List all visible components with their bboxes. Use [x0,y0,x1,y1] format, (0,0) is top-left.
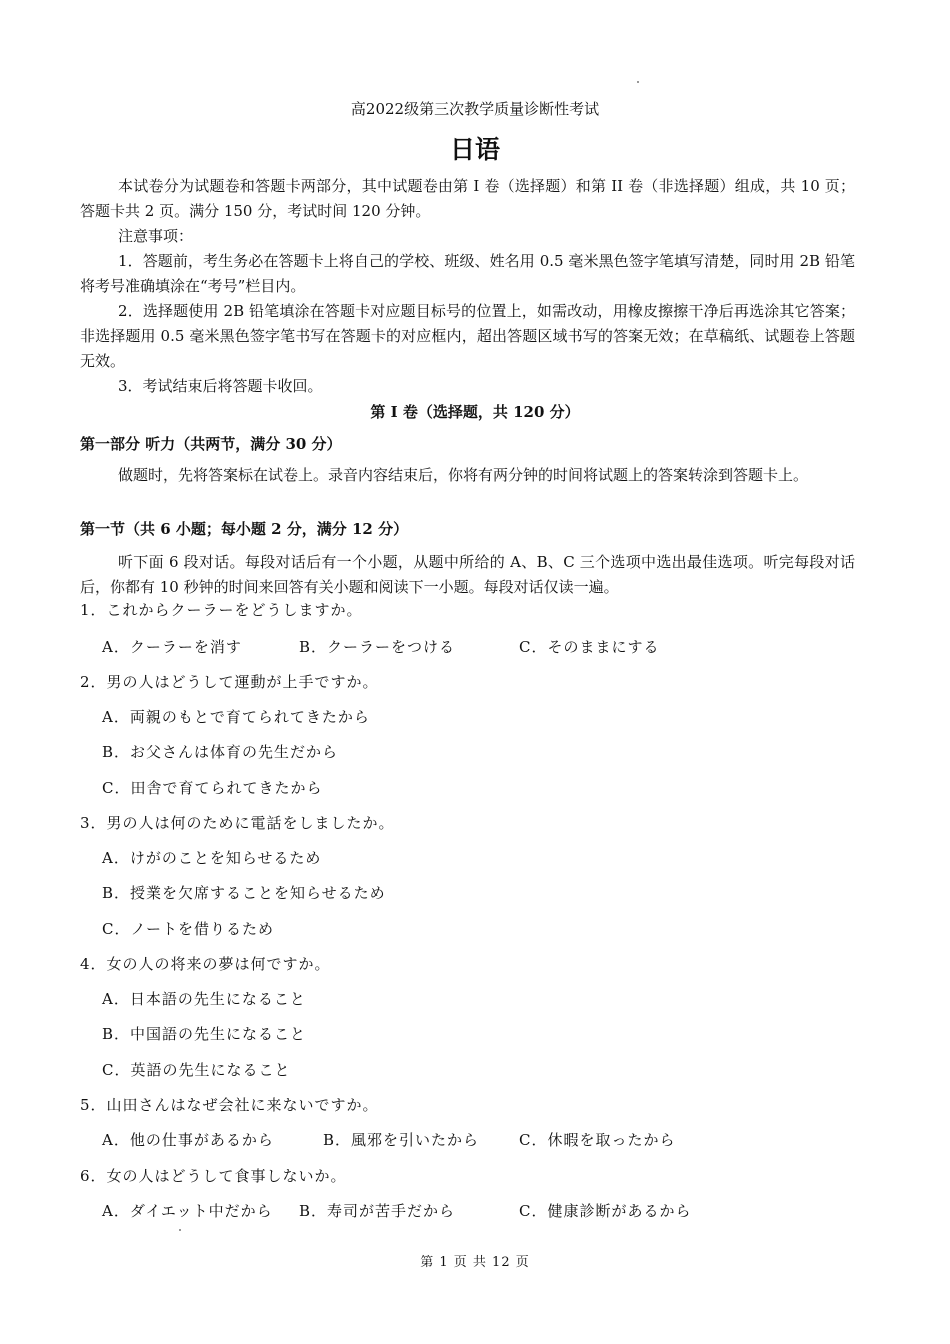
question-3-option-a: A．けがのことを知らせるため [102,849,322,867]
question-2-option-a: A．両親のもとで育てられてきたから [102,708,370,726]
notes-title: 注意事项： [118,227,194,245]
intro-paragraph: 本试卷分为试题卷和答题卡两部分，其中试题卷由第 I 卷（选择题）和第 II 卷（非选择题）组成，共 10 页；答题卡共 2 页。满分 150 分，考试时间 120 分钟。 [80,177,855,220]
question-1-option-b: B．クーラーをつける [299,638,456,656]
question-4-option-a: A．日本語の先生になること [102,990,306,1008]
volume-1-title: 第 I 卷（选择题，共 120 分） [370,403,580,421]
question-4-option-b: B．中国語の先生になること [102,1025,307,1043]
question-4-stem: 4．女の人の将来の夢は何ですか。 [80,955,331,973]
question-5-option-b: B．風邪を引いたから [323,1131,480,1149]
question-1-option-c: C．そのままにする [519,638,660,656]
question-6-option-b: B．寿司が苦手だから [299,1202,456,1220]
note-3: 3．考试结束后将答题卡收回。 [118,377,323,395]
page-number-footer: 第 1 页 共 12 页 [420,1255,530,1270]
subject-title: 日语 [449,135,500,164]
question-2-option-b: B．お父さんは体育の先生だから [102,743,339,761]
question-6-option-a: A．ダイエット中だから [102,1202,273,1220]
scan-speck [179,1229,181,1231]
question-2-option-c: C．田舎で育てられてきたから [102,779,323,797]
note-2: 2．选择题使用 2B 铅笔填涂在答题卡对应题目标号的位置上，如需改动，用橡皮擦擦干净后再选涂其它答案；非选择题用 0.5 毫米黑色签字笔书写在答题卡的对应框内，超出答题区域书写的答案无效；在草稿纸、试题卷上答题无效。 [80,302,855,370]
question-3-option-b: B．授業を欠席することを知らせるため [102,884,386,902]
question-2-stem: 2．男の人はどうして運動が上手ですか。 [80,673,379,691]
exam-title: 高2022级第三次教学质量诊断性考试 [350,100,600,118]
question-5-stem: 5．山田さんはなぜ会社に来ないですか。 [80,1096,379,1114]
part-1-title: 第一部分 听力（共两节，满分 30 分） [80,435,342,453]
part-1-instructions: 做题时，先将答案标在试卷上。录音内容结束后，你将有两分钟的时间将试题上的答案转涂到答题卡上。 [118,466,809,484]
question-1-option-a: A．クーラーを消す [102,638,242,656]
section-1-title: 第一节（共 6 小题；每小题 2 分，满分 12 分） [80,520,409,538]
question-6-option-c: C．健康診断があるから [519,1202,692,1220]
question-3-stem: 3．男の人は何のために電話をしましたか。 [80,814,395,832]
note-1: 1．答题前，考生务必在答题卡上将自己的学校、班级、姓名用 0.5 毫米黑色签字笔填写清楚，同时用 2B 铅笔将考号准确填涂在“考号”栏目内。 [80,252,855,295]
question-4-option-c: C．英語の先生になること [102,1061,291,1079]
question-1-stem: 1．これからクーラーをどうしますか。 [80,601,363,619]
question-5-option-c: C．休暇を取ったから [519,1131,676,1149]
section-1-instructions: 听下面 6 段对话。每段对话后有一个小题，从题中所给的 A、B、C 三个选项中选出最佳选项。听完每段对话后，你都有 10 秒钟的时间来回答有关小题和阅读下一小题。每段对话仅读一遍。 [80,553,855,596]
scan-speck [637,81,639,83]
question-6-stem: 6．女の人はどうして食事しないか。 [80,1167,347,1185]
question-3-option-c: C．ノートを借りるため [102,920,275,938]
question-5-option-a: A．他の仕事があるから [102,1131,274,1149]
